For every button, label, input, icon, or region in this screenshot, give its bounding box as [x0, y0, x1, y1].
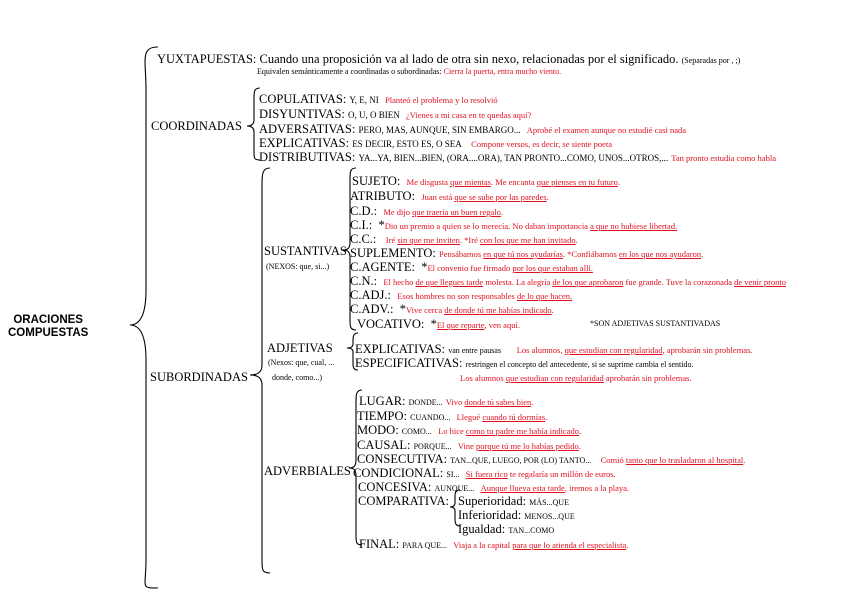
root-title: [8, 314, 88, 340]
adverbiales-label: ADVERBIALES: [264, 464, 351, 478]
adverbial-final: FINAL: PARA QUE... Viaja a la capital para que lo atienda el especialista.: [359, 537, 629, 551]
sustantiva-cc: C.C.: Iré sin que me inviten. *Iré con los que me han invitado.: [350, 232, 578, 246]
sustantivas-label: SUSTANTIVAS: [264, 244, 347, 258]
sustantiva-cadv: C.ADV.: *Vive cerca de donde tú me habías indicado.: [350, 302, 554, 316]
coordinada-copulativas: COPULATIVAS: Y, E, NI Planteó el problema y lo resolvió: [259, 92, 498, 106]
root-title-line2: COMPUESTAS: [8, 327, 89, 340]
subordinadas-brace: [250, 168, 270, 573]
adverbial-modo: MODO: COMO... Lo hice como tu padre me había indicado.: [357, 423, 582, 437]
coordinadas-label: COORDINADAS: [151, 119, 242, 133]
adverbial-comparativa: COMPARATIVA:: [358, 494, 450, 508]
adverbial-lugar: LUGAR: DONDE... Vivo donde tú sabes bien.: [359, 394, 534, 408]
coordinada-adversativas: ADVERSATIVAS: PERO, MAS, AUNQUE, SIN EMBARGO... Aprobé el examen aunque no estudié casi nada: [259, 122, 687, 136]
sustantiva-sujeto: SUJETO: Me disgusta que mientas. Me encanta que pienses en tu futuro.: [352, 174, 621, 188]
sustantiva-cadj: C.ADJ.: Esos hombres no son responsables de lo que hacen.: [350, 288, 573, 302]
coordinada-explicativas: EXPLICATIVAS: ES DECIR, ESTO ES, O SEA Compone versos, es decir, se siente poeta: [259, 136, 612, 150]
sustantiva-cagente: C.AGENTE: *El convenio fue firmado por los que estaban allí.: [350, 260, 593, 274]
sustantiva-cn: C.N.: El hecho de que llegues tarde molesta. La alegría de los que aprobaron fue grande. Tuve la corazonada de venir pronto: [350, 274, 787, 288]
adverbial-tiempo: TIEMPO: CUANDO... Llegué cuando tú dormías.: [357, 409, 548, 423]
yuxtapuestas-sub-row: [257, 68, 561, 76]
yuxtapuestas-example: Cierra la puerta, entra mucho viento.: [443, 67, 562, 76]
adjetiva-especificativas-example: Los alumnos que estudian con regularidad aprobarán sin problemas.: [460, 373, 692, 383]
subordinadas-label: SUBORDINADAS: [150, 370, 248, 384]
yuxtapuestas-row: [157, 53, 740, 66]
sustantiva-vocativo: VOCATIVO: *El que reparte, ven aquí.: [357, 317, 520, 331]
yuxtapuestas-text: Cuando una proposición va al lado de otra sin nexo, relacionadas por el significado.: [259, 52, 679, 66]
adverbial-concesiva: CONCESIVA: AUNQUE... Aunque llueva esta tarde, iremos a la playa.: [358, 480, 630, 494]
yuxtapuestas-label: YUXTAPUESTAS:: [157, 52, 257, 66]
adverbial-condicional: CONDICIONAL: SI... Si fuera rico te regalaría un millón de euros.: [353, 466, 616, 480]
comparativa-igualdad: Igualdad: TAN...COMO: [458, 522, 555, 536]
adjetiva-especificativas: ESPECIFICATIVAS: restringen el concepto del antecedente, si se suprime cambia el sentido.: [355, 356, 694, 370]
adjetivas-nexos-1: (Nexos: que, cual, ...: [268, 358, 335, 367]
sustantiva-ci: C.I.: *Dio un premio a quien se lo merecía. No daban importancia a que no hubiese libertad.: [350, 218, 678, 232]
comparativa-inferioridad: Inferioridad: MENOS...QUE: [458, 508, 575, 522]
sustantiva-cd: C.D.: Me dijo que traería un buen regalo.: [350, 204, 504, 218]
root-title-line1: ORACIONES: [13, 314, 83, 326]
coordinada-disyuntivas: DISYUNTIVAS: O, U, O BIEN ¿Vienes a mi casa en te quedas aquí?: [259, 107, 532, 121]
sustantivas-note: *SON ADJETIVAS SUSTANTIVADAS: [590, 319, 721, 328]
adjetivas-nexos-2: donde, como...): [272, 373, 322, 382]
adverbial-consecutiva: CONSECUTIVA: TAN...QUE, LUEGO, POR (LO) TANTO... Comió tanto que lo trasladaron al hospital.: [357, 452, 746, 466]
adjetiva-explicativas: EXPLICATIVAS: van entre pausas Los alumnos, que estudian con regularidad, aprobarán sin problemas.: [355, 342, 753, 356]
coordinada-distributivas: DISTRIBUTIVAS: YA...YA, BIEN...BIEN, (ORA....ORA), TAN PRONTO...COMO, UNOS...OTROS,... Tan pronto estudia como habla: [259, 150, 776, 164]
sustantiva-suplemento: SUPLEMENTO: Pensábamos en que tú nos ayudarías. *Confiábamos en los que nos ayudaron.: [350, 246, 704, 260]
sustantiva-atributo: ATRIBUTO: Juan está que se sube por las paredes.: [350, 189, 549, 203]
adverbial-causal: CAUSAL: PORQUE... Vine porque tú me lo habías pedido.: [357, 438, 581, 452]
yuxtapuestas-note: (Separadas por , ;): [681, 56, 741, 65]
comparativa-superioridad: Superioridad: MÁS...QUE: [458, 494, 569, 508]
yuxtapuestas-sub: Equivalen semánticamente a coordinadas o subordinadas:: [257, 67, 442, 76]
adjetivas-label: ADJETIVAS: [267, 341, 333, 355]
sustantivas-nexos: (NEXOS: que, si...): [266, 262, 330, 271]
